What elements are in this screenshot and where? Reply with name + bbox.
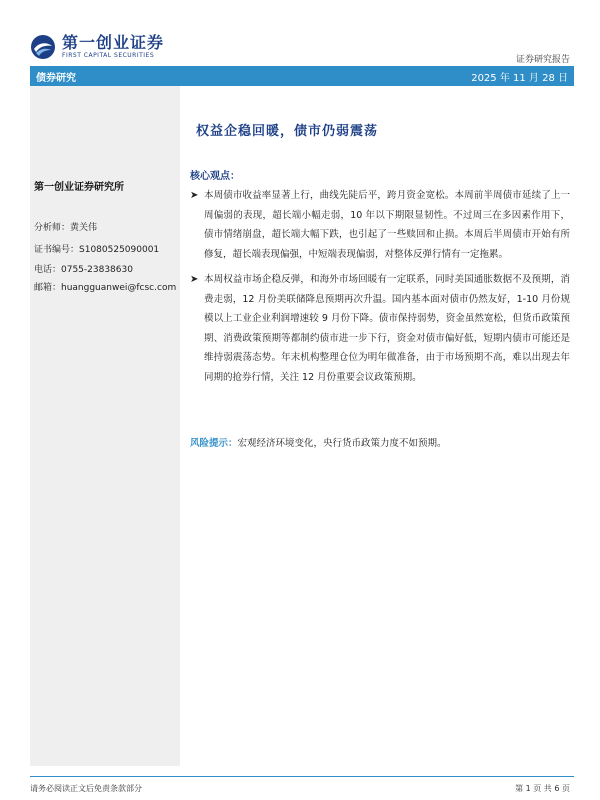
certificate-number: 证书编号：S1080525090001 [34, 245, 160, 255]
report-date: 2025 年 11 月 28 日 [471, 72, 568, 84]
company-logo [30, 30, 164, 64]
list-item-text: 本周债市收益率显著上行，曲线先陡后平，跨月资金宽松。本周前半周债市延续了上一周偏弱的表现，超长端小幅走弱，10 年以下期限显韧性。不过周三在多因素作用下，债市情绪崩盘，超长端大幅下跌，也引起了一些赎回和止损。本周后半周债市开始有所修复，超长端表现偏强，中短端表现偏弱，对整体反弹行情有一定拖累。 [204, 190, 570, 260]
risk-warning [190, 435, 447, 449]
list-item [190, 270, 570, 387]
phone-number: 电话：0755-23838630 [34, 265, 133, 275]
logo-chinese-name: 第一创业证券 [62, 33, 165, 52]
triangle-bullet-icon: ➤ [190, 190, 199, 201]
core-views-list [190, 186, 570, 393]
triangle-bullet-icon: ➤ [190, 274, 199, 285]
report-title: 权益企稳回暖，债市仍弱震荡 [196, 124, 379, 139]
risk-warning-text: 宏观经济环境变化，央行货币政策力度不如预期。 [237, 438, 447, 449]
analyst-name: 分析师：黄关伟 [34, 223, 98, 233]
email-address: 邮箱：huangguanwei@fcsc.com [34, 283, 177, 293]
risk-warning-label: 风险提示： [190, 438, 238, 449]
header-band [30, 66, 574, 86]
research-institute-name: 第一创业证券研究所 [34, 182, 124, 193]
footer-divider [30, 776, 574, 777]
globe-logo-icon [30, 34, 56, 60]
list-item [190, 186, 570, 264]
report-type-label: 证券研究报告 [515, 55, 570, 65]
section-label: 债券研究 [36, 72, 76, 84]
footer-disclaimer: 请务必阅读正文后免责条款部分 [30, 784, 142, 793]
sidebar [30, 86, 180, 766]
list-item-text: 本周权益市场企稳反弹，和海外市场回暖有一定联系，同时美国通胀数据不及预期，消费走弱，12 月份美联储降息预期再次升温。国内基本面对债市仍然友好，1-10 月份规模以上工业企业利润增速较 9 月份下降。债市保持弱势，资金虽然宽松，但货币政策预期、消费政策预期等都制约债市进一步下行，资金对债市偏好低，短期内债市可能还是维持弱震荡态势。年末机构整理仓位为明年做准备，由于市场预期不高，难以出现去年同期的抢券行情，关注 12 月份重要会议政策预期。 [204, 274, 570, 383]
logo-english-name: FIRST CAPITAL SECURITIES [62, 52, 155, 59]
core-views-heading: 核心观点： [190, 171, 240, 182]
page-number: 第 1 页 共 6 页 [515, 784, 570, 793]
